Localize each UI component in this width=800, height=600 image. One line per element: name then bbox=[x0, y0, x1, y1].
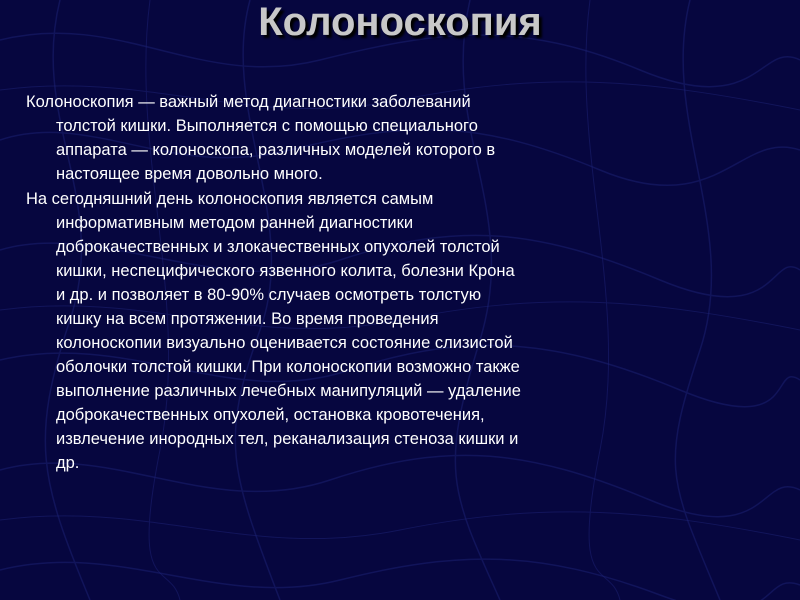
paragraph-intro: Колоноскопия — важный метод диагностики заболеваний толстой кишки. Выполняется с помощью специального аппарата — колоноскопа, различных моделей которого в настоящее время довольно много. bbox=[26, 93, 496, 183]
slide-title: Колоноскопия bbox=[258, 0, 542, 44]
slide-body bbox=[26, 90, 526, 476]
paragraph-details: На сегодняшний день колоноскопия является самым информативным методом ранней диагностики доброкачественных и злокачественных опухолей толстой кишки, неспецифического язвенного колита, болезни Крона и др. и позволяет в 80-90% случаев осмотреть толстую кишку на всем протяжении. Во время проведения колоноскопии визуально оценивается состояние слизистой оболочки толстой кишки. При колоноскопии возможно также выполнение различных лечебных манипуляций — удаление доброкачественных опухолей, остановка кровотечения, извлечение инородных тел, реканализация стеноза кишки и др. bbox=[26, 190, 521, 472]
